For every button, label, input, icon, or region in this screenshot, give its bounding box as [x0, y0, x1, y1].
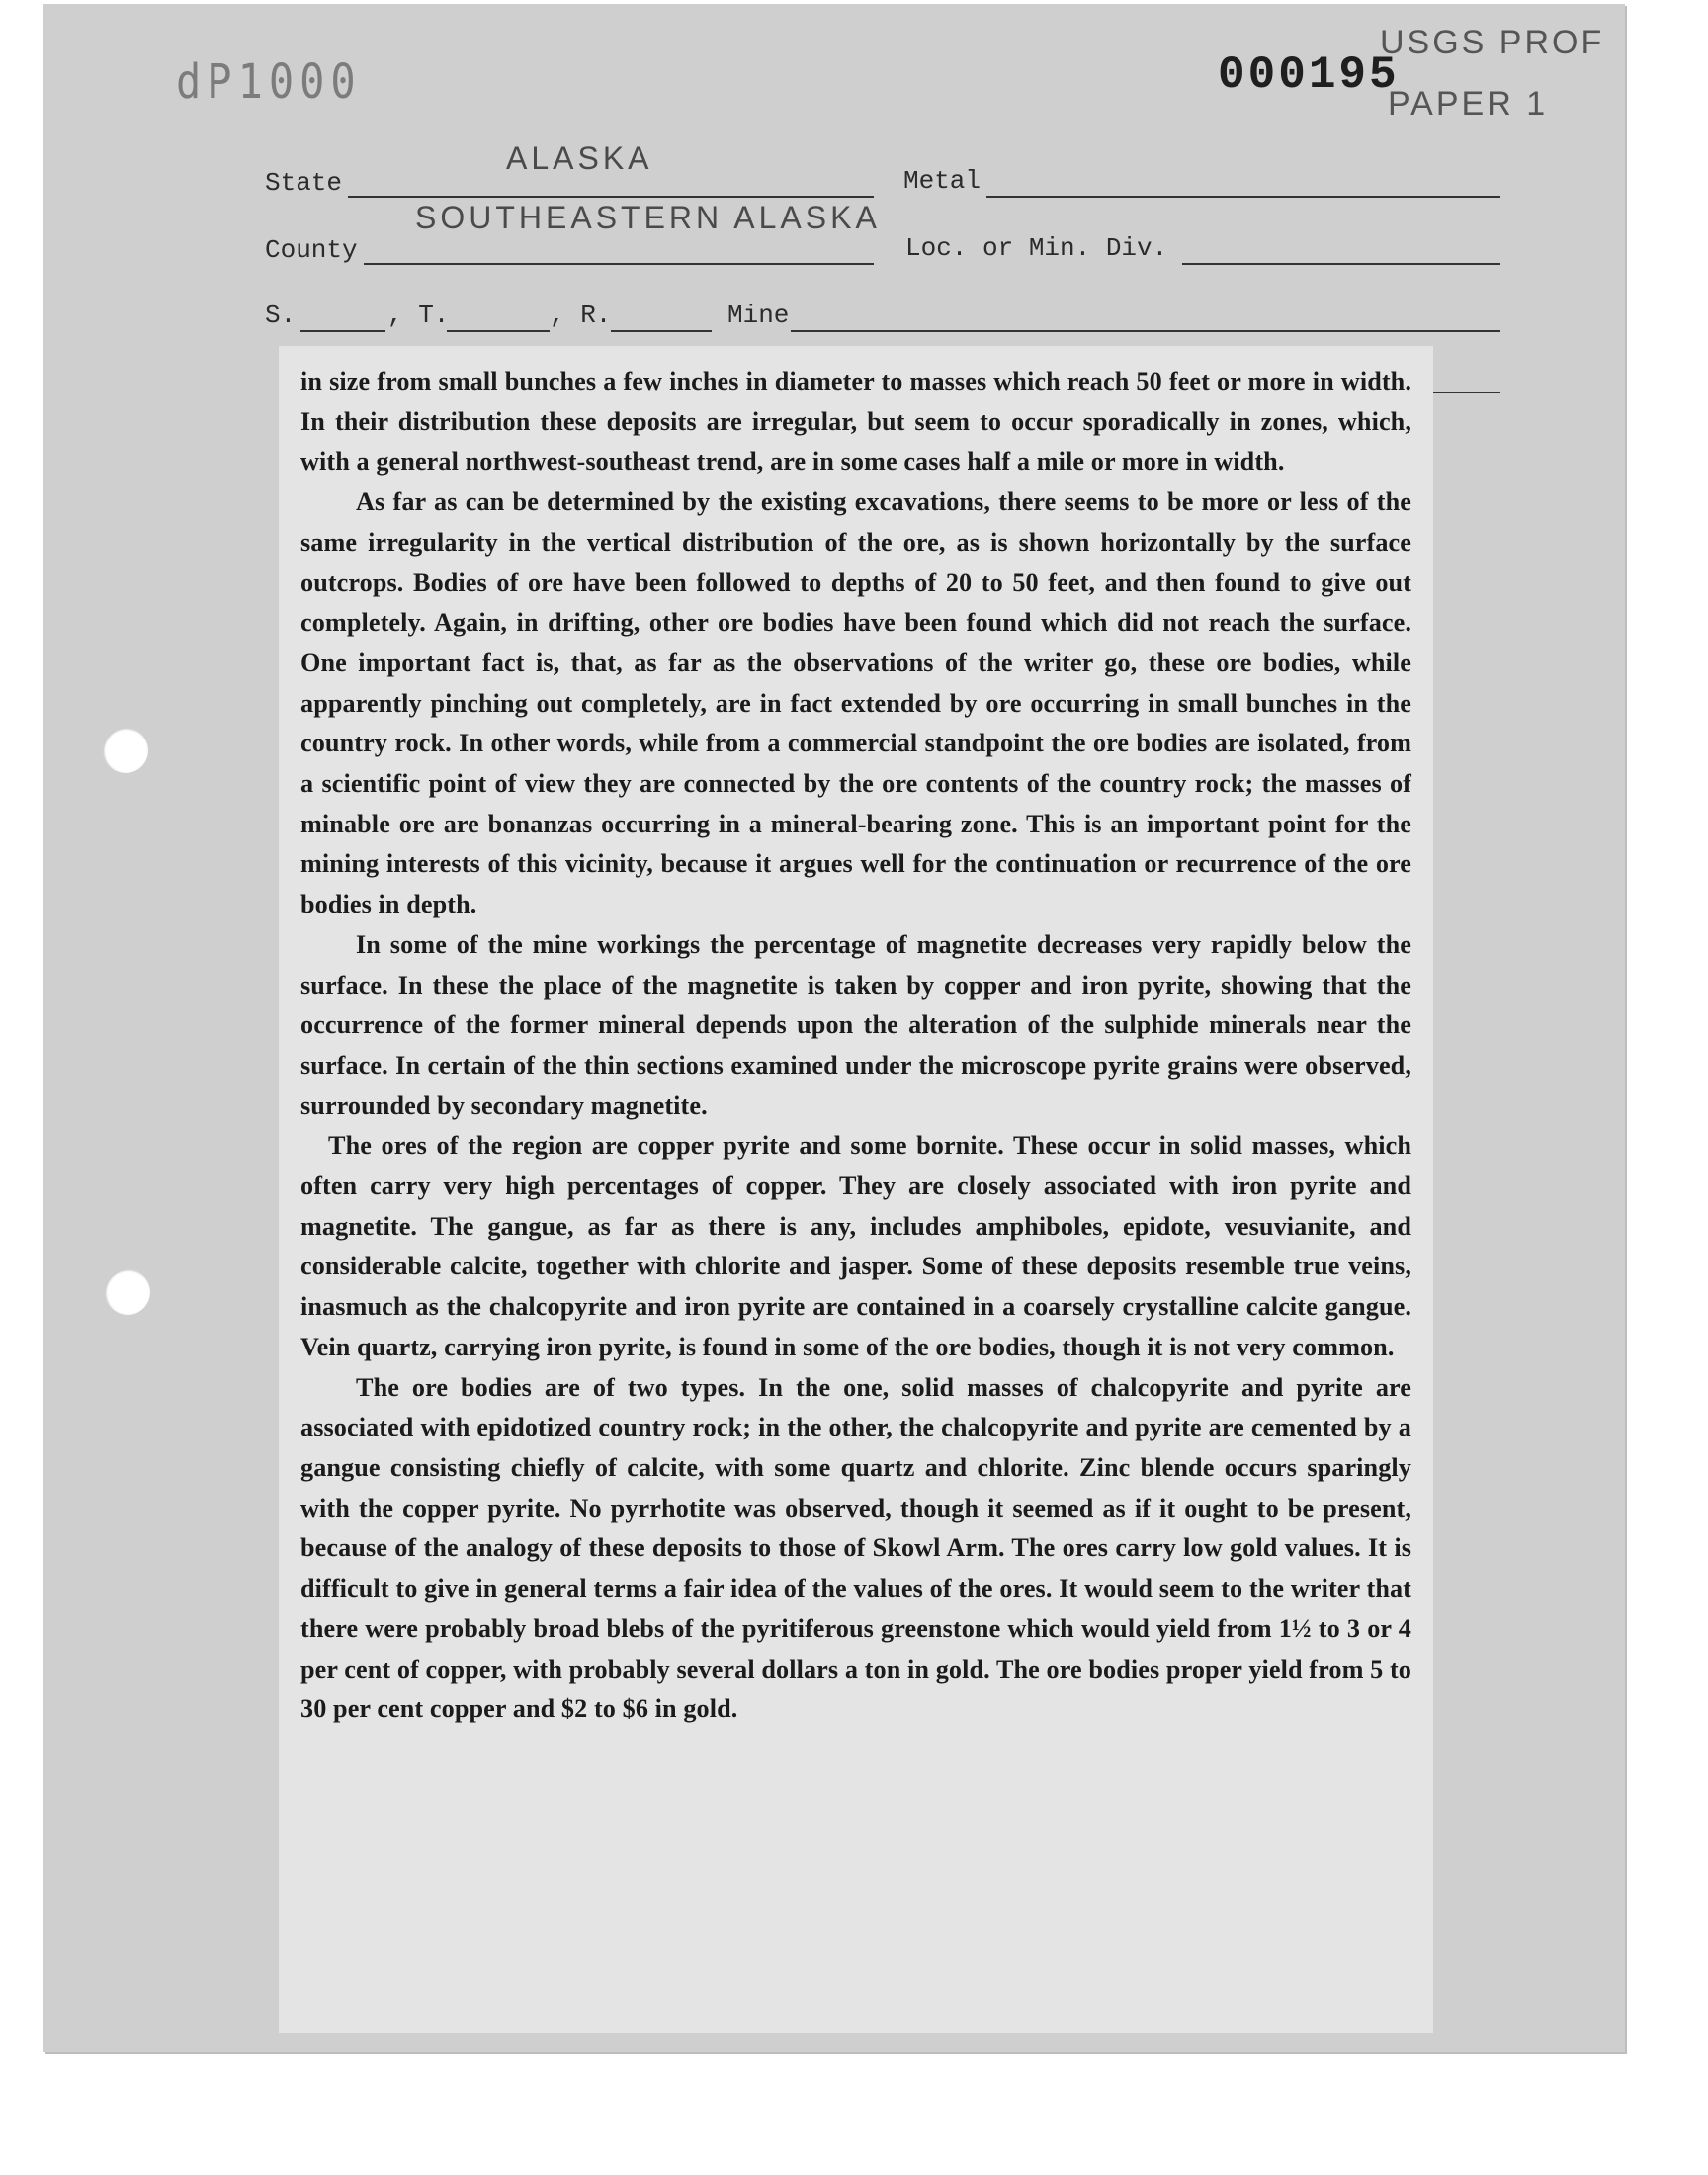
pasted-text-clipping	[279, 346, 1433, 2033]
mine-label: Mine	[727, 301, 790, 330]
section-line	[300, 330, 385, 332]
range-label: , R.	[550, 301, 612, 330]
township-label: , T.	[387, 301, 450, 330]
paragraph-1: in size from small bunches a few inches in diameter to masses which reach 50 feet or more in width. In their distribution these deposits are irregular, but seem to occur sporadically in zones, which, with a general northwest-southeast trend, are in some cases half a mile or more in width.	[300, 367, 1411, 477]
loc-line	[1182, 263, 1500, 265]
paragraph-4: The ores of the region are copper pyrite and some bornite. These occur in solid masses, which often carry very high percentages of copper. They are closely associated with iron pyrite and magnetite. The gangue, as far as there is any, includes amphiboles, epidote, vesuvianite, and considerable calcite, together with chlorite and jasper. Some of these deposits resemble true veins, inasmuch as the chalcopyrite and iron pyrite are contained in a coarsely crystalline calcite gangue. Vein quartz, carrying iron pyrite, is found in some of the ore bodies, though it is not very common.	[300, 1131, 1411, 1361]
range-line	[611, 330, 712, 332]
metal-line	[986, 196, 1500, 198]
document-number: 000195	[1218, 49, 1400, 101]
paragraph-5: The ore bodies are of two types. In the one, solid masses of chalcopyrite and pyrite are associated with epidotized country rock; in the other, the chalcopyrite and pyrite are cemented by a gangue consisting chiefly of calcite, with some quartz and chlorite. Zinc blende occurs sparingly with the copper pyrite. No pyrrhotite was observed, though it seemed as if it ought to be present, because of the analogy of these deposits to those of Skowl Arm. The ores carry low gold values. It is difficult to give in general terms a fair idea of the values of the ores. It would seem to the writer that there were probably broad blebs of the pyritiferous greenstone which would yield from 1½ to 3 or 4 per cent of copper, with probably several dollars a ton in gold. The ore bodies proper yield from 5 to 30 per cent copper and $2 to $6 in gold.	[300, 1372, 1411, 1724]
county-line	[364, 263, 874, 265]
paragraph-2: As far as can be determined by the existing excavations, there seems to be more or less of the same irregularity in the vertical distribution of the ore, as is shown horizontally by the surface outcrops. Bodies of ore have been followed to depths of 20 to 50 feet, and then found to give out completely. Again, in drifting, other ore bodies have been found which did not reach the surface. One important fact is, that, as far as the observations of the writer go, these ore bodies, while apparently pinching out completely, are in fact extended by ore occurring in small bunches in the country rock. In other words, while from a commercial standpoint the ore bodies are isolated, from a scientific point of view they are connected by the ore contents of the country rock; the masses of minable ore are bonanzas occurring in a mineral-bearing zone. This is an important point for the mining interests of this vicinity, because it argues well for the continuation or recurrence of the ore bodies in depth.	[300, 487, 1411, 919]
series-line-2: PAPER 1	[1388, 85, 1549, 123]
binder-hole-bottom	[105, 1269, 150, 1315]
metal-label: Metal	[903, 166, 982, 196]
paragraph-3: In some of the mine workings the percentage of magnetite decreases very rapidly below the surface. In these the place of the magnetite is taken by copper and iron pyrite, showing that the occurrence of the former mineral depends upon the alteration of the sulphide minerals near the surface. In certain of the thin sections examined under the microscope pyrite grains were observed, surrounded by secondary magnetite.	[300, 929, 1411, 1120]
loc-label: Loc. or Min. Div.	[905, 233, 1168, 263]
county-label: County	[265, 235, 358, 265]
township-line	[447, 330, 550, 332]
state-label: State	[265, 168, 343, 198]
state-value: ALASKA	[506, 140, 653, 176]
state-line	[348, 196, 874, 198]
archive-stamp: dP1000	[176, 53, 362, 110]
extra-form-line	[1423, 392, 1500, 393]
section-label: S.	[265, 301, 297, 330]
binder-hole-top	[103, 728, 148, 773]
county-value: SOUTHEASTERN ALASKA	[415, 200, 881, 235]
mine-line	[791, 330, 1500, 332]
series-line-1: USGS PROF	[1380, 24, 1605, 61]
